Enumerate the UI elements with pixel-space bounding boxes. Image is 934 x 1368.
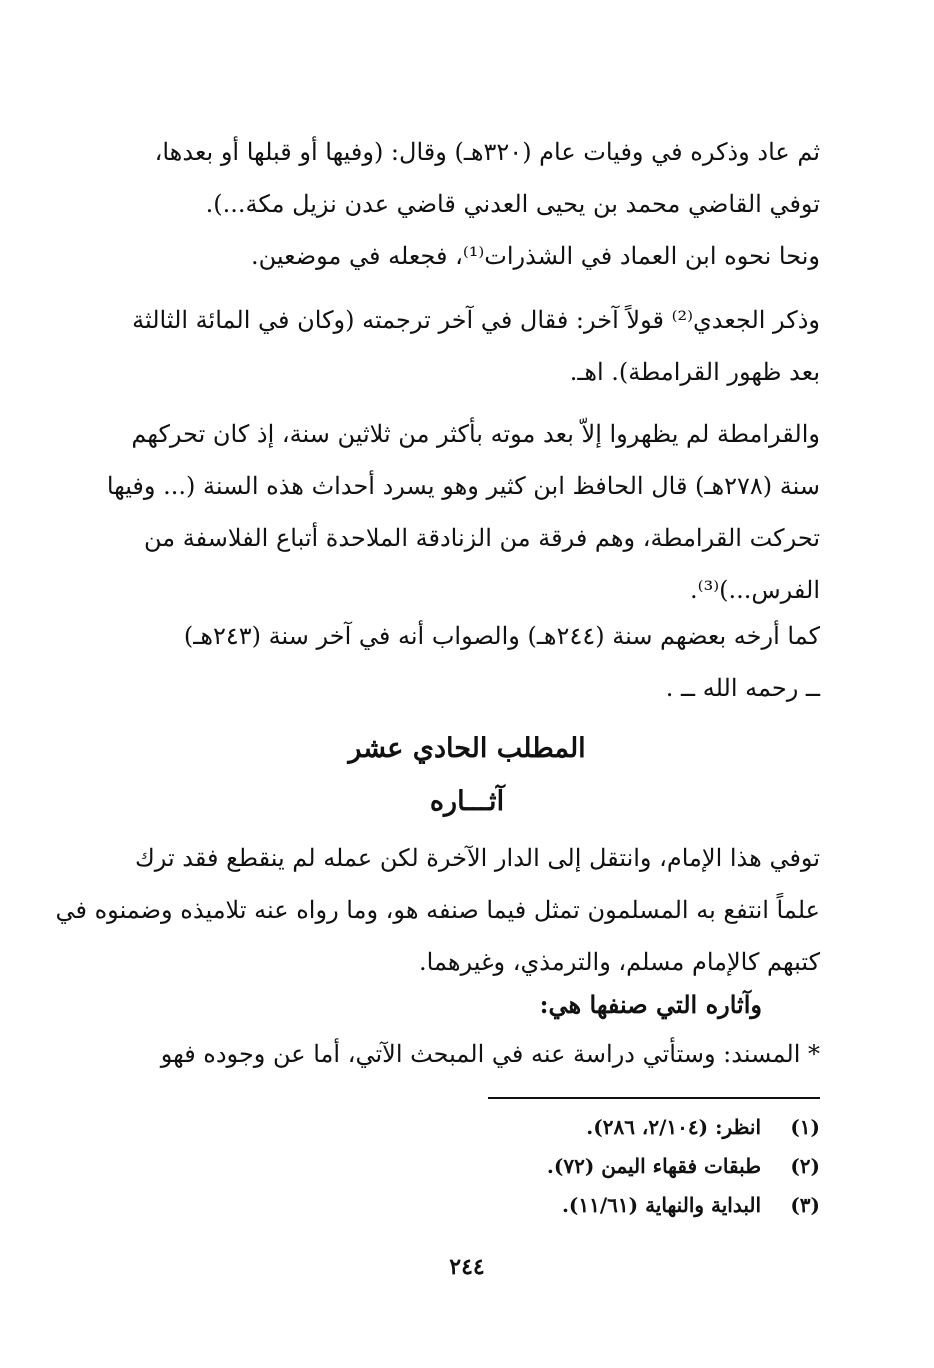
footnote-item bbox=[120, 1147, 820, 1186]
text-line: علماً انتفع به المسلمون تمثل فيما صنفه هو، وما رواه عنه تلاميذه وضمنوه في bbox=[55, 896, 820, 924]
paragraph-jaadi bbox=[114, 294, 820, 398]
text-line: والقرامطة لم يظهروا إلاّ بعد موته بأكثر من ثلاثين سنة، إذ كان تحركهم bbox=[131, 420, 820, 448]
footnote-number: (١) bbox=[790, 1115, 820, 1139]
section-heading: المطلب الحادي عشر bbox=[348, 733, 586, 764]
text-line: ــ رحمه الله ــ . bbox=[665, 674, 820, 702]
works-label: وآثاره التي صنفها هي: bbox=[539, 990, 762, 1019]
section-subheading: آثـــاره bbox=[429, 786, 505, 817]
footnote-text: طبقات فقهاء اليمن (٧٢). bbox=[546, 1154, 762, 1178]
text-line: وذكر الجعدي⁽²⁾ قولاً آخر: فقال في آخر ترجمته (وكان في المائة الثالثة bbox=[132, 306, 820, 334]
footnote-item bbox=[120, 1108, 820, 1147]
text-line: تحركت القرامطة، وهم فرقة من الزنادقة الملاحدة أتباع الفلاسفة من bbox=[144, 524, 820, 552]
text-line: * المسند: وستأتي دراسة عنه في المبحث الآتي، أما عن وجوده فهو bbox=[160, 1040, 820, 1068]
text-line: ونحا نحوه ابن العماد في الشذرات⁽¹⁾، فجعله في موضعين. bbox=[251, 242, 820, 270]
text-line: توفي هذا الإمام، وانتقل إلى الدار الآخرة لكن عمله لم ينقطع فقد ترك bbox=[134, 844, 820, 872]
text-line: سنة (٢٧٨هـ) قال الحافظ ابن كثير وهو يسرد أحداث هذه السنة (... وفيها bbox=[106, 472, 820, 500]
paragraph-musnad bbox=[114, 1028, 820, 1080]
paragraph-legacy bbox=[55, 832, 820, 988]
paragraph-ibn-imad bbox=[114, 230, 820, 282]
footnote-divider bbox=[488, 1097, 820, 1099]
text-line: كتبهم كالإمام مسلم، والترمذي، وغيرهما. bbox=[419, 948, 820, 976]
footnotes bbox=[120, 1108, 820, 1225]
footnote-number: (٣) bbox=[790, 1193, 820, 1217]
text-line: كما أرخه بعضهم سنة (٢٤٤هـ) والصواب أنه في آخر سنة (٢٤٣هـ) bbox=[183, 622, 820, 650]
text-line: الفرس...)⁽³⁾. bbox=[690, 576, 820, 604]
paragraph-qaramita bbox=[106, 408, 820, 616]
paragraph-wafayat bbox=[114, 126, 820, 230]
paragraph-date-correction bbox=[114, 610, 820, 714]
footnote-item bbox=[120, 1186, 820, 1225]
footnote-text: انظر: (٢/١٠٤، ٢٨٦). bbox=[586, 1115, 762, 1139]
footnote-text: البداية والنهاية (١١/٦١). bbox=[561, 1193, 762, 1217]
footnote-number: (٢) bbox=[790, 1154, 820, 1178]
text-line: ثم عاد وذكره في وفيات عام (٣٢٠هـ) وقال: (وفيها أو قبلها أو بعدها، bbox=[154, 138, 820, 166]
page-number: ٢٤٤ bbox=[449, 1254, 485, 1280]
text-line: توفي القاضي محمد بن يحيى العدني قاضي عدن نزيل مكة...). bbox=[205, 190, 820, 218]
text-line: بعد ظهور القرامطة). اهـ. bbox=[569, 358, 820, 386]
